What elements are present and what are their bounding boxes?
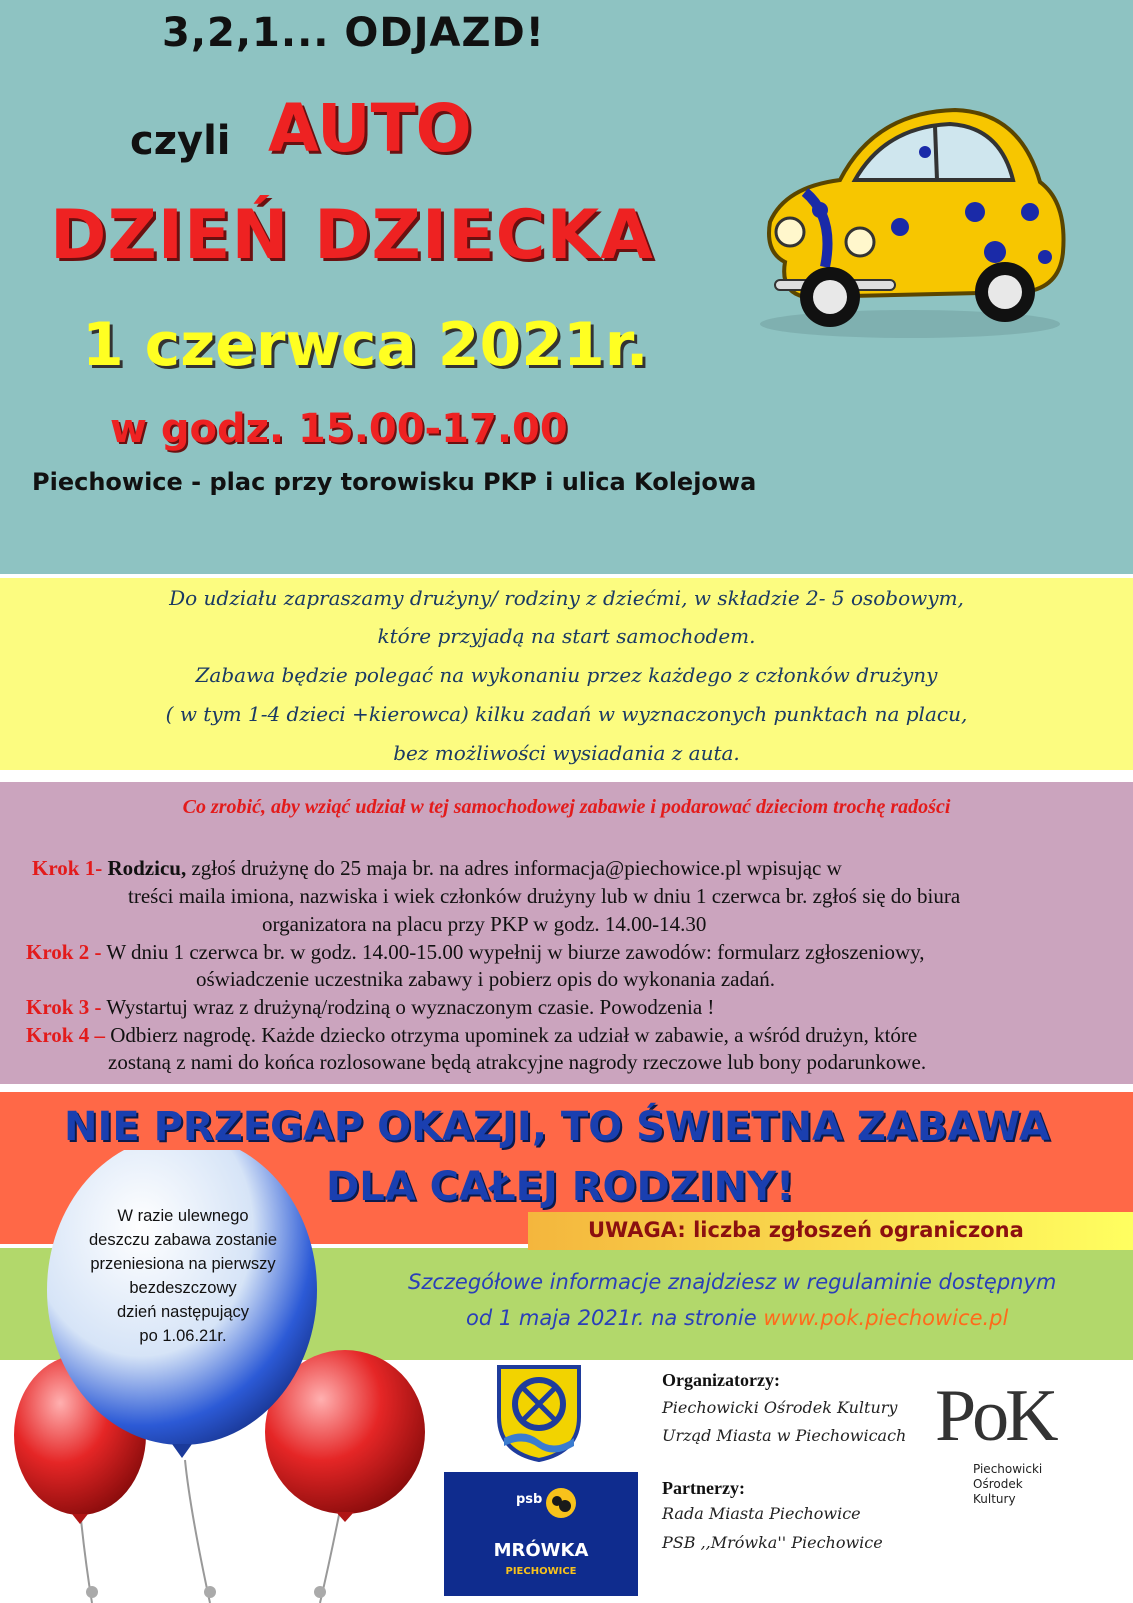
toy-car-icon — [745, 92, 1075, 342]
title-auto: AUTO — [268, 90, 472, 167]
step-1-cont: organizatora na placu przy PKP w godz. 14.00-14.30 — [262, 912, 707, 936]
invitation-line: Zabawa będzie polegać na wykonaniu przez każdego z członków drużyny — [195, 663, 938, 687]
website-link[interactable]: www.pok.piechowice.pl — [763, 1306, 1009, 1330]
step-text: Odbierz nagrodę. Każde dziecko otrzyma upominek za udział w zabawie, a wśród drużyn, które — [110, 1023, 918, 1047]
pok-line: Piechowicki — [973, 1462, 1043, 1476]
step-4 — [26, 1023, 917, 1048]
balloons-illustration — [0, 1150, 440, 1603]
step-2-cont: oświadczenie uczestnika zabawy i pobierz opis do wykonania zadań. — [196, 967, 776, 991]
invitation-line: które przyjadą na start samochodem. — [377, 624, 756, 648]
partners-heading: Partnerzy: — [662, 1478, 745, 1498]
step-text: zgłoś drużynę do 25 maja br. na adres informacja@piechowice.pl wpisując w — [191, 856, 842, 880]
psb-name: MRÓWKA — [493, 1540, 589, 1561]
step-text: W dniu 1 czerwca br. w godz. 14.00-15.00 wypełnij w biurze zawodów: formularz zgłoszeniowy, — [106, 940, 925, 964]
ant-icon — [544, 1486, 578, 1520]
rain-line: dzień następujący — [116, 1303, 250, 1321]
rain-line: W razie ulewnego — [117, 1207, 249, 1225]
step-label: Krok 2 - — [26, 940, 102, 964]
info-line — [466, 1306, 1008, 1330]
step-label: Krok 3 - — [26, 995, 102, 1019]
notice-box — [528, 1212, 1133, 1250]
partner-item: Rada Miasta Piechowice — [662, 1504, 861, 1523]
organizers-heading: Organizatorzy: — [662, 1370, 780, 1390]
invitation-line: bez możliwości wysiadania z auta. — [393, 741, 740, 765]
step-label: Krok 1- — [32, 856, 103, 880]
steps-section — [0, 782, 1133, 1084]
organizer-item: Piechowicki Ośrodek Kultury — [662, 1398, 898, 1417]
invitation-line: ( w tym 1-4 dzieci +kierowca) kilku zadań w wyznaczonych punktach na placu, — [165, 702, 968, 726]
rain-line: po 1.06.21r. — [139, 1327, 227, 1345]
psb-mrowka-logo — [444, 1472, 638, 1596]
step-bold: Rodzicu, — [107, 856, 187, 880]
invitation-line: Do udziału zapraszamy drużyny/ rodziny z dziećmi, w składzie 2- 5 osobowym, — [169, 586, 964, 610]
step-4-cont: zostaną z nami do końca rozlosowane będą atrakcyjne nagrody rzeczowe lub bony podarunkowe. — [108, 1050, 927, 1074]
event-date: 1 czerwca 2021r. — [82, 310, 649, 380]
step-1 — [32, 856, 842, 881]
pok-letters: PoK — [935, 1375, 1055, 1457]
banner-line: NIE PRZEGAP OKAZJI, TO ŚWIETNA ZABAWA — [64, 1104, 1050, 1150]
rain-line: bezdeszczowy — [129, 1279, 237, 1297]
piechowice-crest-icon — [494, 1362, 584, 1462]
title-main: DZIEŃ DZIECKA — [50, 196, 654, 275]
step-text: Wystartuj wraz z drużyną/rodziną o wyznaczonym czasie. Powodzenia ! — [106, 995, 715, 1019]
event-hours: w godz. 15.00-17.00 — [110, 406, 568, 452]
pok-line: Kultury — [973, 1492, 1016, 1506]
rain-notice — [68, 1204, 298, 1348]
header-section — [0, 0, 1133, 574]
step-1-cont: treści maila imiona, nazwiska i wiek członków drużyny lub w dniu 1 czerwca br. zgłoś się do biura — [128, 884, 961, 908]
step-2 — [26, 940, 925, 965]
info-text: od 1 maja 2021r. na stronie — [466, 1306, 757, 1330]
title-prefix: czyli — [130, 118, 231, 164]
psb-mark: psb — [516, 1492, 543, 1507]
organizer-item: Urząd Miasta w Piechowicach — [662, 1426, 907, 1445]
steps-heading: Co zrobić, aby wziąć udział w tej samochodowej zabawie i podarować dzieciom trochę radości — [182, 796, 951, 818]
pok-logo — [935, 1374, 1095, 1570]
rain-line: przeniesiona na pierwszy — [90, 1255, 276, 1273]
rain-line: deszczu zabawa zostanie — [88, 1231, 278, 1249]
step-label: Krok 4 – — [26, 1023, 105, 1047]
title-countdown: 3,2,1... ODJAZD! — [162, 10, 545, 56]
partner-item: PSB ,,Mrówka'' Piechowice — [662, 1533, 883, 1552]
invitation-section — [0, 578, 1133, 770]
step-3 — [26, 995, 714, 1020]
notice-text: UWAGA: liczba zgłoszeń ograniczona — [588, 1218, 1024, 1242]
banner-line: DLA CAŁEJ RODZINY! — [326, 1164, 795, 1210]
psb-sub: PIECHOWICE — [505, 1566, 577, 1577]
pok-line: Ośrodek — [973, 1477, 1023, 1491]
info-line: Szczegółowe informacje znajdziesz w regulaminie dostępnym — [408, 1270, 1057, 1294]
event-place: Piechowice - plac przy torowisku PKP i ulica Kolejowa — [32, 468, 757, 496]
